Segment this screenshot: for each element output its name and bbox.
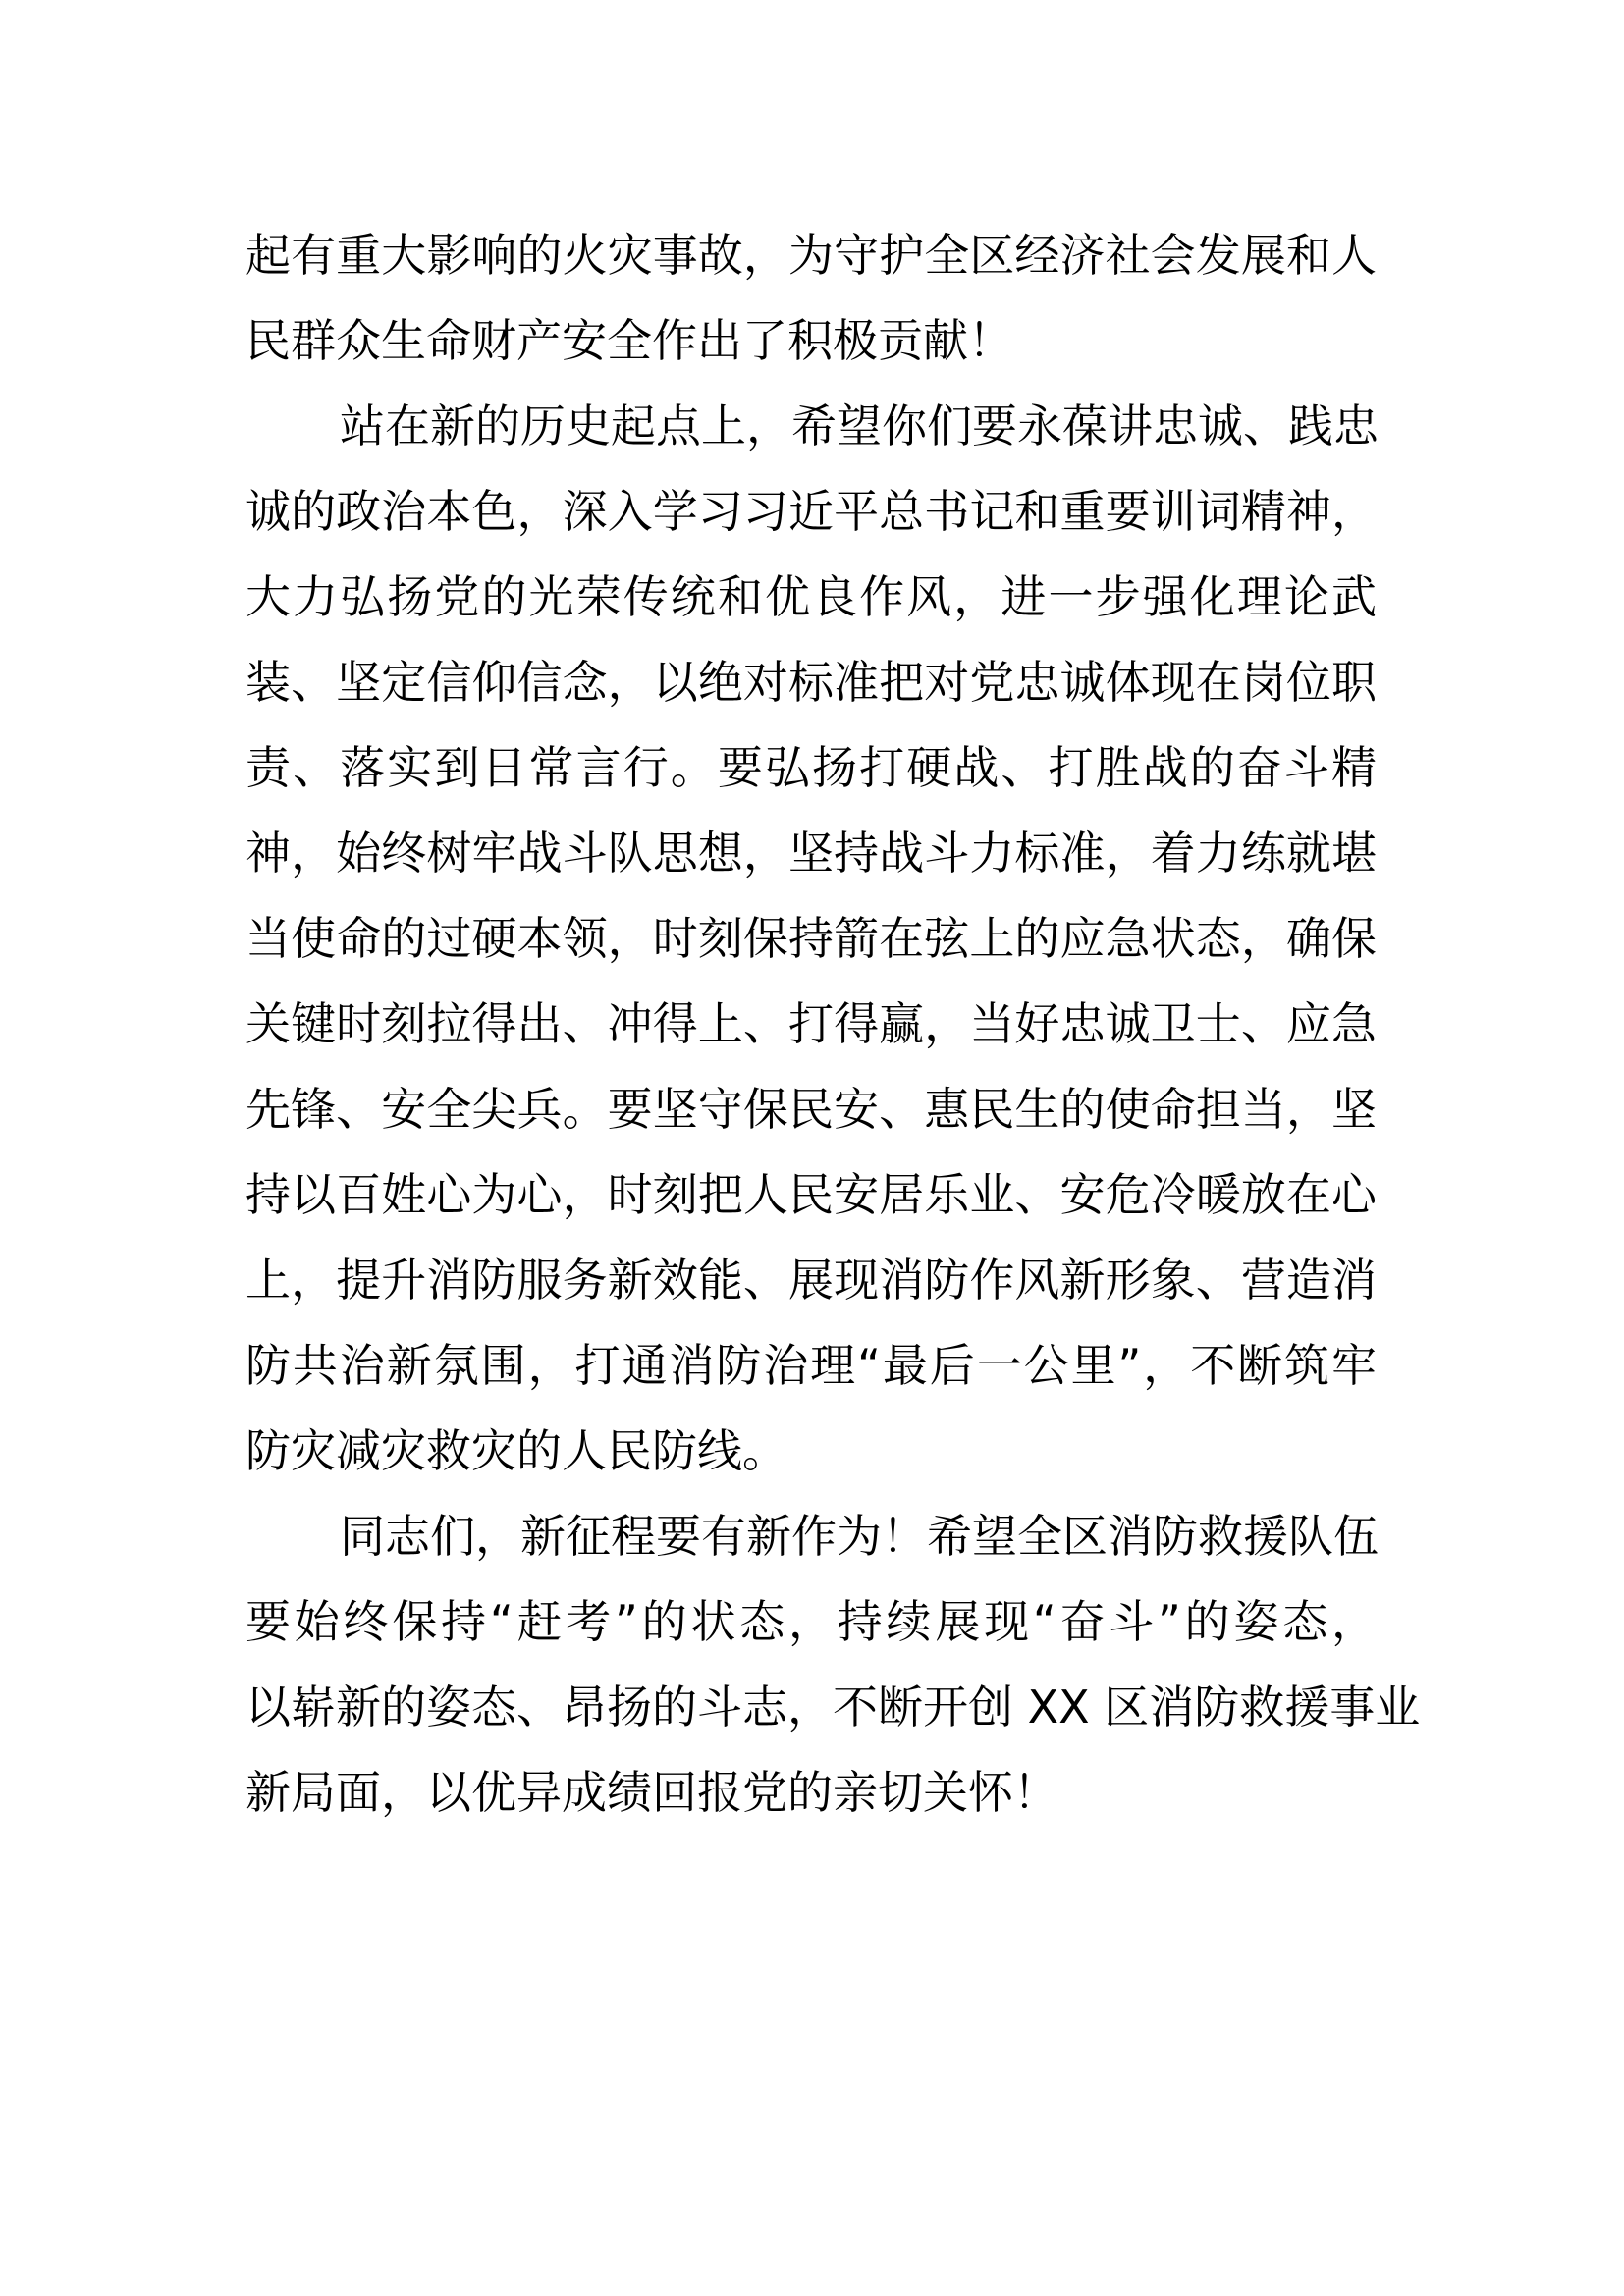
paragraph-2-line-1: 站在新的历史起点上，希望你们要永葆讲忠诚、践忠 <box>340 400 1379 453</box>
paragraph-3-line-4: 新局面，以优异成绩回报党的亲切关怀！ <box>245 1766 1058 1819</box>
paragraph-2-line-6: 神，始终树牢战斗队思想，坚持战斗力标准，着力练就堪 <box>245 827 1377 880</box>
paragraph-2-line-13: 防灾减灾救灾的人民防线。 <box>245 1424 787 1477</box>
paragraph-2-line-11: 上，提升消防服务新效能、展现消防作风新形象、营造消 <box>245 1254 1377 1307</box>
paragraph-3-line-3: 以崭新的姿态、昂扬的斗志，不断开创 XX 区消防救援事业 <box>245 1681 1421 1734</box>
paragraph-2-line-4: 装、坚定信仰信念，以绝对标准把对党忠诚体现在岗位职 <box>245 656 1377 709</box>
paragraph-1-line-1: 起有重大影响的火灾事故，为守护全区经济社会发展和人 <box>245 229 1377 282</box>
paragraph-2-line-2: 诚的政治本色，深入学习习近平总书记和重要训词精神， <box>245 485 1377 538</box>
paragraph-2-line-9: 先锋、安全尖兵。要坚守保民安、惠民生的使命担当，坚 <box>245 1083 1377 1136</box>
paragraph-2-line-12: 防共治新氛围，打通消防治理“最后一公里”，不断筑牢 <box>245 1339 1377 1392</box>
paragraph-3-line-2: 要始终保持“赶考”的状态，持续展现“奋斗”的姿态， <box>245 1595 1377 1648</box>
paragraph-2-line-3: 大力弘扬党的光荣传统和优良作风，进一步强化理论武 <box>245 570 1377 623</box>
paragraph-1-line-2: 民群众生命财产安全作出了积极贡献！ <box>245 314 1013 367</box>
paragraph-2-line-8: 关键时刻拉得出、冲得上、打得赢，当好忠诚卫士、应急 <box>245 997 1377 1050</box>
paragraph-2-line-10: 持以百姓心为心，时刻把人民安居乐业、安危冷暖放在心 <box>245 1168 1377 1221</box>
paragraph-2-line-7: 当使命的过硬本领，时刻保持箭在弦上的应急状态，确保 <box>245 912 1377 965</box>
paragraph-2-line-5: 责、落实到日常言行。要弘扬打硬战、打胜战的奋斗精 <box>245 741 1377 794</box>
paragraph-3-line-1: 同志们，新征程要有新作为！希望全区消防救援队伍 <box>340 1510 1379 1563</box>
